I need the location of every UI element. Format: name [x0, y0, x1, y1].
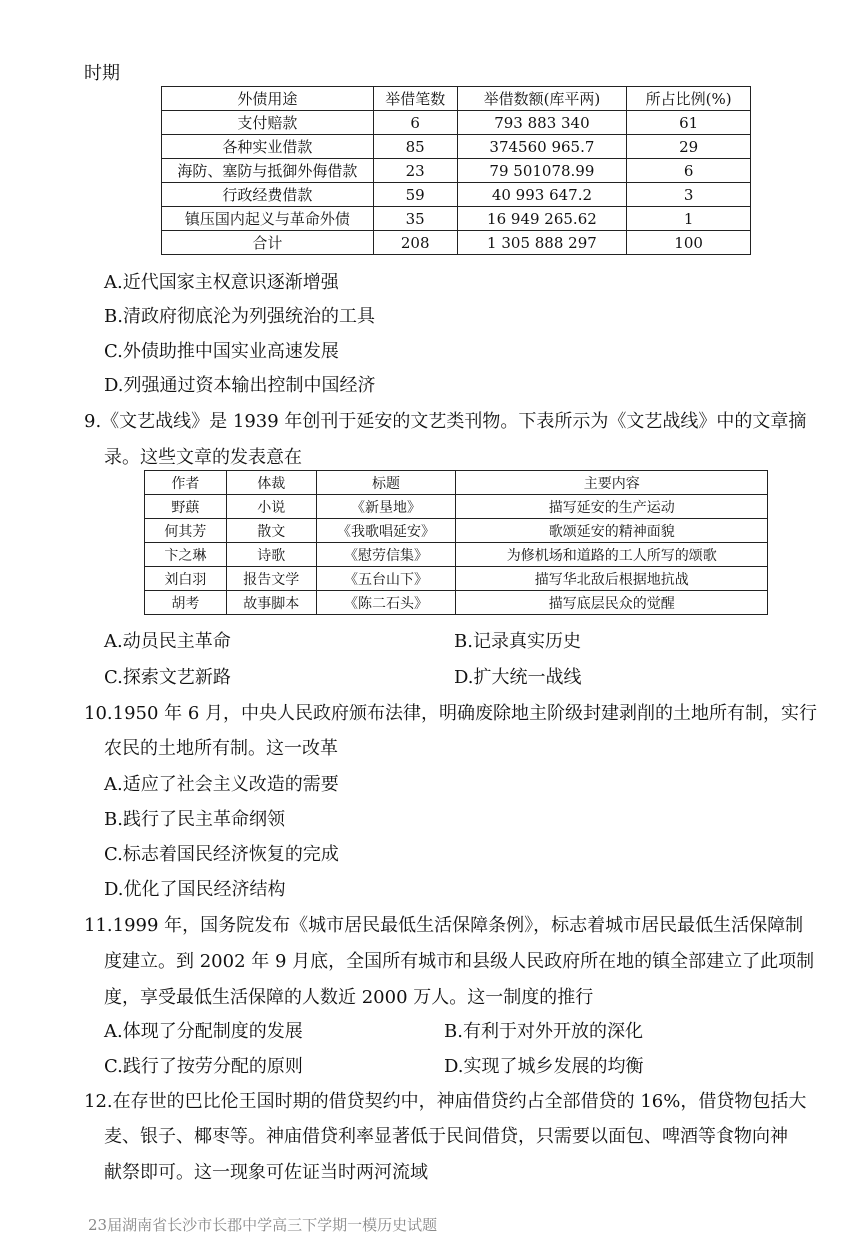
table-cell: 793 883 340: [457, 111, 627, 135]
table-cell: 《慰劳信集》: [316, 543, 456, 567]
table-cell: 1 305 888 297: [457, 231, 627, 255]
table-cell: 海防、塞防与抵御外侮借款: [162, 159, 374, 183]
column-header: 标题: [316, 471, 456, 495]
table-cell: 6: [627, 159, 751, 183]
table-cell: 100: [627, 231, 751, 255]
q8-option-b: B.清政府彻底沦为列强统治的工具: [104, 306, 375, 327]
q9-option-c: C.探索文艺新路: [104, 667, 231, 688]
table-cell: 镇压国内起义与革命外债: [162, 207, 374, 231]
table-cell: 《陈二石头》: [316, 591, 456, 615]
table-cell: 诗歌: [226, 543, 316, 567]
q10-option-a: A.适应了社会主义改造的需要: [104, 774, 339, 795]
column-header: 举借笔数: [373, 87, 457, 111]
table-cell: 59: [373, 183, 457, 207]
q10-option-c: C.标志着国民经济恢复的完成: [104, 844, 339, 865]
table-cell: 85: [373, 135, 457, 159]
table-row: [162, 159, 751, 183]
table-cell: 歌颂延安的精神面貌: [456, 519, 768, 543]
q10-option-b: B.践行了民主革命纲领: [104, 809, 285, 830]
table-cell: 《我歌唱延安》: [316, 519, 456, 543]
table-cell: 6: [373, 111, 457, 135]
column-header: 作者: [145, 471, 227, 495]
q8-option-a: A.近代国家主权意识逐渐增强: [104, 272, 339, 293]
q9-option-b: B.记录真实历史: [454, 631, 581, 652]
q10-stem-line1: 10.1950 年 6 月，中央人民政府颁布法律，明确废除地主阶级封建剥削的土地所有制，实行: [84, 703, 818, 724]
table-cell: 报告文学: [226, 567, 316, 591]
table-header-row: [145, 471, 768, 495]
table-cell: 374560 965.7: [457, 135, 627, 159]
column-header: 外债用途: [162, 87, 374, 111]
page-footer: 23届湖南省长沙市长郡中学高三下学期一模历史试题: [88, 1216, 438, 1234]
q11-stem-line2: 度建立。到 2002 年 9 月底，全国所有城市和县级人民政府所在地的镇全部建立了此项制: [104, 951, 815, 972]
table-header-row: [162, 87, 751, 111]
table-cell: 描写延安的生产运动: [456, 495, 768, 519]
table-cell: 行政经费借款: [162, 183, 374, 207]
literature-articles-table: [144, 470, 768, 615]
table-cell: 79 501078.99: [457, 159, 627, 183]
q9-option-a: A.动员民主革命: [104, 631, 231, 652]
q11-stem-line1: 11.1999 年，国务院发布《城市居民最低生活保障条例》，标志着城市居民最低生活保障制: [84, 915, 804, 936]
table-row: [162, 183, 751, 207]
table-row: [162, 135, 751, 159]
table-cell: 35: [373, 207, 457, 231]
table-cell: 《新垦地》: [316, 495, 456, 519]
table-row: [145, 495, 768, 519]
table-cell: 1: [627, 207, 751, 231]
q12-stem-line2: 麦、银子、椰枣等。神庙借贷利率显著低于民间借贷，只需要以面包、啤酒等食物向神: [104, 1126, 788, 1147]
q11-option-d: D.实现了城乡发展的均衡: [444, 1056, 644, 1077]
q10-stem-line2: 农民的土地所有制。这一改革: [104, 738, 338, 759]
table-cell: 刘白羽: [145, 567, 227, 591]
table-row: [145, 591, 768, 615]
table-total-row: [162, 231, 751, 255]
q12-stem-line1: 12.在存世的巴比伦王国时期的借贷契约中，神庙借贷约占全部借贷的 16%，借贷物包括大: [84, 1091, 807, 1112]
table-row: [162, 111, 751, 135]
table-cell: 野蕻: [145, 495, 227, 519]
table-row: [162, 207, 751, 231]
table-cell: 合计: [162, 231, 374, 255]
column-header: 举借数额(库平两): [457, 87, 627, 111]
table-cell: 描写底层民众的觉醒: [456, 591, 768, 615]
q9-option-d: D.扩大统一战线: [454, 667, 582, 688]
column-header: 主要内容: [456, 471, 768, 495]
table-cell: 23: [373, 159, 457, 183]
table-cell: 208: [373, 231, 457, 255]
q11-option-a: A.体现了分配制度的发展: [104, 1021, 303, 1042]
q12-stem-line3: 献祭即可。这一现象可佐证当时两河流域: [104, 1162, 428, 1183]
table-row: [145, 519, 768, 543]
foreign-debt-table: [161, 86, 751, 255]
table-cell: 支付赔款: [162, 111, 374, 135]
table-cell: 胡考: [145, 591, 227, 615]
q8-option-c: C.外债助推中国实业高速发展: [104, 341, 339, 362]
table-cell: 《五台山下》: [316, 567, 456, 591]
table-cell: 40 993 647.2: [457, 183, 627, 207]
table-cell: 何其芳: [145, 519, 227, 543]
column-header: 所占比例(%): [627, 87, 751, 111]
table-row: [145, 567, 768, 591]
q11-option-c: C.践行了按劳分配的原则: [104, 1056, 303, 1077]
table-cell: 16 949 265.62: [457, 207, 627, 231]
q11-option-b: B.有利于对外开放的深化: [444, 1021, 643, 1042]
q9-stem-line1: 9.《文艺战线》是 1939 年创刊于延安的文艺类刊物。下表所示为《文艺战线》中的文章摘: [84, 411, 807, 432]
table-cell: 小说: [226, 495, 316, 519]
table-row: [145, 543, 768, 567]
table-cell: 为修机场和道路的工人所写的颂歌: [456, 543, 768, 567]
table-cell: 描写华北敌后根据地抗战: [456, 567, 768, 591]
q8-stem-tail: 时期: [84, 63, 120, 84]
column-header: 体裁: [226, 471, 316, 495]
table-cell: 29: [627, 135, 751, 159]
table-cell: 散文: [226, 519, 316, 543]
q9-stem-line2: 录。这些文章的发表意在: [104, 447, 302, 468]
q8-option-d: D.列强通过资本输出控制中国经济: [104, 375, 376, 396]
table-cell: 3: [627, 183, 751, 207]
table-cell: 61: [627, 111, 751, 135]
table-cell: 故事脚本: [226, 591, 316, 615]
table-cell: 卞之琳: [145, 543, 227, 567]
q11-stem-line3: 度，享受最低生活保障的人数近 2000 万人。这一制度的推行: [104, 987, 594, 1008]
q10-option-d: D.优化了国民经济结构: [104, 879, 286, 900]
table-cell: 各种实业借款: [162, 135, 374, 159]
